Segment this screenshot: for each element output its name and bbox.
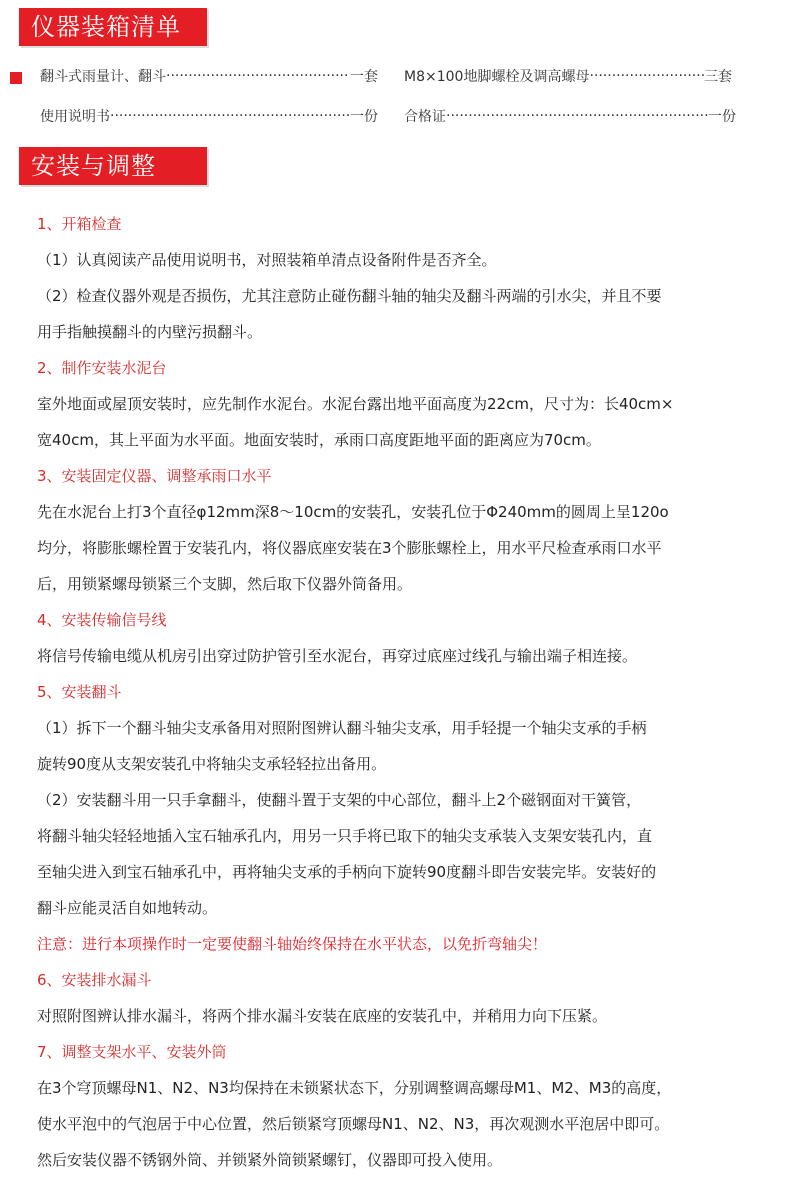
body-line: 在3个穹顶螺母N1、N2、N3均保持在未锁紧状态下，分别调整调高螺母M1、M2、M3的高度，	[37, 1079, 672, 1097]
section-title: 2、制作安装水泥台	[37, 359, 167, 377]
section-title: 5、安装翻斗	[37, 683, 122, 701]
leader-dots	[110, 108, 350, 124]
install-banner: 安装与调整	[19, 147, 207, 185]
body-line: 旋转90度从支架安装孔中将轴尖支承轻轻拉出备用。	[37, 755, 387, 773]
packing-item	[40, 66, 378, 86]
packing-item-qty: 一份	[708, 109, 736, 125]
packing-item-name: 翻斗式雨量计、翻斗	[40, 69, 166, 85]
body-line: 室外地面或屋顶安装时，应先制作水泥台。水泥台露出地平面高度为22cm，尺寸为：长40cm×	[37, 395, 674, 413]
section-title: 4、安装传输信号线	[37, 611, 167, 629]
body-line: 将翻斗轴尖轻轻地插入宝石轴承孔内，用另一只手将已取下的轴尖支承装入支架安装孔内，直	[37, 827, 653, 845]
packing-item-name: 合格证	[404, 109, 446, 125]
body-line: 宽40cm，其上平面为水平面。地面安装时，承雨口高度距地平面的距离应为70cm。	[37, 431, 601, 449]
section-title: 1、开箱检查	[37, 215, 122, 233]
body-line: 翻斗应能灵活自如地转动。	[37, 899, 218, 917]
body-line: （2）安装翻斗用一只手拿翻斗，使翻斗置于支架的中心部位，翻斗上2个磁钢面对干簧管，	[37, 791, 642, 809]
packing-item-qty: 一份	[350, 109, 378, 125]
leader-dots	[589, 68, 704, 84]
section-title: 3、安装固定仪器、调整承雨口水平	[37, 467, 272, 485]
body-line: 至轴尖进入到宝石轴承孔中，再将轴尖支承的手柄向下旋转90度翻斗即告安装完毕。安装好的	[37, 863, 657, 881]
body-line: 先在水泥台上打3个直径φ12mm深8～10cm的安装孔，安装孔位于Φ240mm的圆周上呈120o	[37, 503, 669, 521]
warning-note: 注意：进行本项操作时一定要使翻斗轴始终保持在水平状态，以免折弯轴尖！	[37, 935, 548, 953]
body-line: 将信号传输电缆从机房引出穿过防护管引至水泥台，再穿过底座过线孔与输出端子相连接。	[37, 647, 638, 665]
packing-item-name: 使用说明书	[40, 109, 110, 125]
body-line: 对照附图辨认排水漏斗，将两个排水漏斗安装在底座的安装孔中，并稍用力向下压紧。	[37, 1007, 608, 1025]
packing-item-qty: 一套	[350, 69, 378, 85]
packing-list-banner: 仪器装箱清单	[19, 8, 207, 46]
body-line: 后，用锁紧螺母锁紧三个支脚，然后取下仪器外筒备用。	[37, 575, 413, 593]
leader-dots	[446, 108, 708, 124]
packing-item	[404, 106, 736, 126]
packing-item	[404, 66, 732, 86]
packing-item-qty: 三套	[704, 69, 732, 85]
section-title: 7、调整支架水平、安装外筒	[37, 1043, 227, 1061]
body-line: 使水平泡中的气泡居于中心位置，然后锁紧穹顶螺母N1、N2、N3，再次观测水平泡居中即可。	[37, 1115, 670, 1133]
body-line: （2）检查仪器外观是否损伤，尤其注意防止碰伤翻斗轴的轴尖及翻斗两端的引水尖，并且不要	[37, 287, 662, 305]
body-line: 均分，将膨胀螺栓置于安装孔内，将仪器底座安装在3个膨胀螺栓上，用水平尺检查承雨口水平	[37, 539, 662, 557]
leader-dots	[166, 68, 350, 84]
body-line: （1）拆下一个翻斗轴尖支承备用对照附图辨认翻斗轴尖支承，用手轻提一个轴尖支承的手柄	[37, 719, 647, 737]
body-line: （1）认真阅读产品使用说明书，对照装箱单清点设备附件是否齐全。	[37, 251, 497, 269]
packing-item	[40, 106, 378, 126]
packing-item-name: M8×100地脚螺栓及调高螺母	[404, 69, 590, 85]
bullet-square-icon	[10, 72, 22, 84]
body-line: 然后安装仪器不锈钢外筒、并锁紧外筒锁紧螺钉，仪器即可投入使用。	[37, 1151, 503, 1169]
body-line: 用手指触摸翻斗的内壁污损翻斗。	[37, 323, 263, 341]
section-title: 6、安装排水漏斗	[37, 971, 152, 989]
